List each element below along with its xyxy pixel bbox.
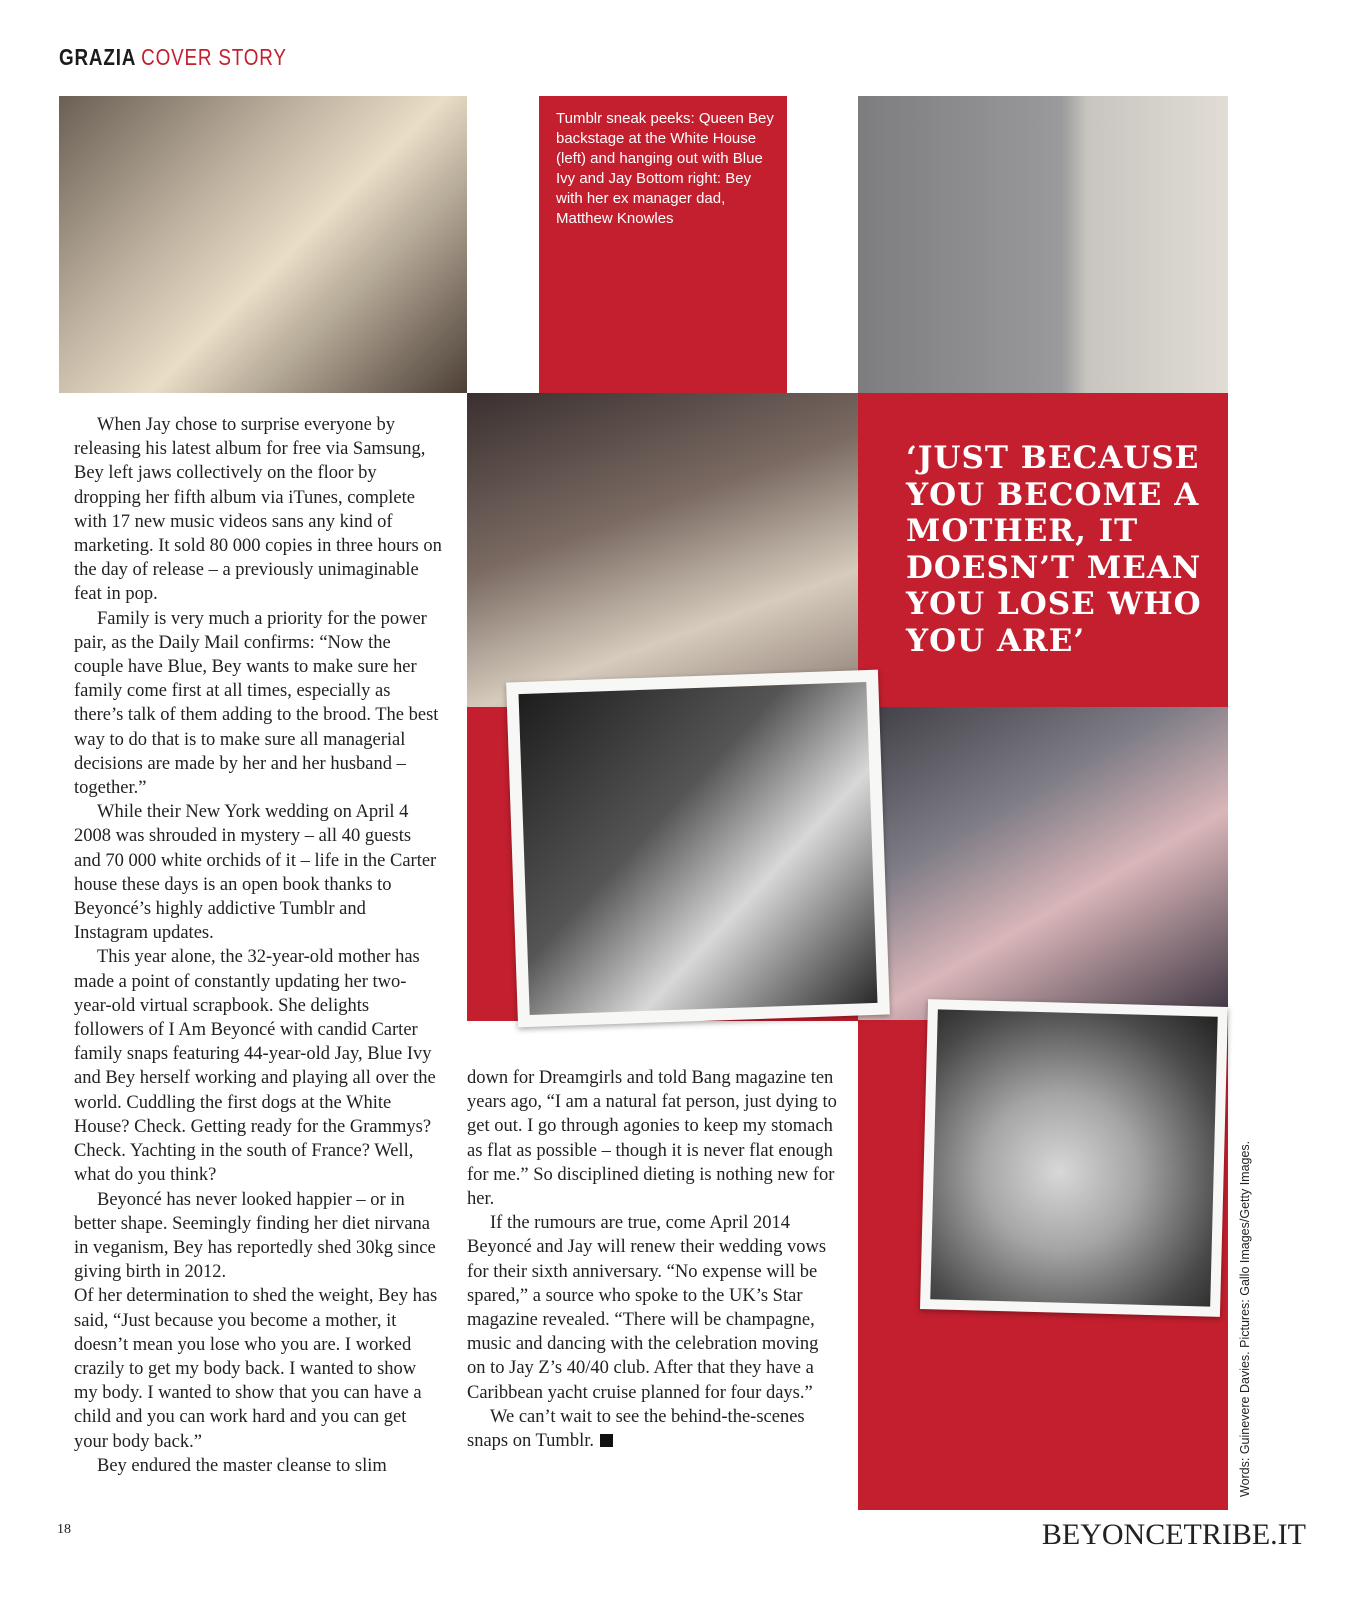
watermark: BEYONCETRIBE.IT (1041, 1518, 1306, 1551)
photo-credit: Words: Guinevere Davies. Pictures: Gallo Images/Getty Images. (1238, 1140, 1252, 1497)
photo-backstage-makeup (59, 96, 467, 393)
photo-gold-chair (467, 393, 858, 707)
caption-box (539, 96, 787, 393)
pull-quote: ‘JUST BECAUSE YOU BECOME A MOTHER, IT DOESN’T MEAN YOU LOSE WHO YOU ARE’ (906, 440, 1202, 659)
paragraph: Of her determination to shed the weight, Bey has said, “Just because you become a mother, it doesn’t mean you lose who you are. I worked crazily to get my body back. I wanted to show my body. I wanted to show that you can have a child and you can work hard and you can get your body back.” (74, 1286, 438, 1452)
paragraph: Family is very much a priority for the power pair, as the Daily Mail confirms: “Now the couple have Blue, Bey wants to make sure her family come first at all times, especially as there’s talk of them adding to the brood. The best way to do that is to make sure all managerial decisions are made by her and her husband – together.” (74, 608, 439, 799)
page-number: 18 (57, 1522, 71, 1537)
paragraph: Bey endured the master cleanse to slim (97, 1455, 387, 1476)
paragraph: While their New York wedding on April 4 2008 was shrouded in mystery – all 40 guests and 70 000 white orchids of it – life in the Carter house these days is an open book thanks to Beyoncé’s highly addictive Tumblr and Instagram updates. (74, 802, 437, 944)
photo-blue-ivy-bw (930, 1009, 1217, 1306)
paragraph: down for Dreamgirls and told Bang magazine ten years ago, “I am a natural fat person, just dying to get out. I go through agonies to keep my stomach as flat as possible – though it is never flat enough for me.” So disciplined dieting is nothing new for her. (467, 1068, 837, 1210)
photo-party-bw (519, 682, 878, 1015)
photo-blue-ivy-street (858, 96, 1228, 393)
running-header (59, 44, 287, 71)
polaroid-party (506, 670, 890, 1028)
paragraph (467, 1405, 837, 1453)
article-middle-column (467, 1066, 837, 1453)
end-mark-icon (600, 1434, 613, 1447)
closing-sentence: We can’t wait to see the behind-the-scenes snaps on Tumblr. (467, 1406, 805, 1452)
photo-caption: Tumblr sneak peeks: Queen Bey backstage at the White House (left) and hanging out with Blue Ivy and Jay Bottom right: Bey with her ex manager dad, Matthew Knowles (556, 110, 774, 227)
paragraph: When Jay chose to surprise everyone by releasing his latest album for free via Samsung, Bey left jaws collectively on the floor by dropping her fifth album via iTunes, complete with 17 new music videos sans any kind of marketing. It sold 80 000 copies in three hours on the day of release – a previously unimaginable feat in pop. (74, 415, 442, 605)
photo-bey-jay (858, 707, 1228, 1020)
paragraph: Beyoncé has never looked happier – or in better shape. Seemingly finding her diet nirvana in veganism, Bey has reportedly shed 30kg since giving birth in 2012. (74, 1189, 436, 1283)
section-label: COVER STORY (141, 44, 287, 70)
magazine-brand: GRAZIA (59, 44, 137, 70)
polaroid-baby (920, 999, 1228, 1317)
article-left-column (74, 413, 442, 1478)
pull-quote-box (858, 393, 1228, 707)
paragraph: This year alone, the 32-year-old mother has made a point of constantly updating her two-year-old virtual scrapbook. She delights followers of I Am Beyoncé with candid Carter family snaps featuring 44-year-old Jay, Blue Ivy and Bey herself working and playing all over the world. Cuddling the first dogs at the White House? Check. Getting ready for the Grammys? Check. Yachting in the south of France? Well, what do you think? (74, 947, 436, 1186)
paragraph: If the rumours are true, come April 2014 Beyoncé and Jay will renew their wedding vows for their sixth anniversary. “No expense will be spared,” a source who spoke to the UK’s Star magazine revealed. “There will be champagne, music and dancing with the celebration moving on to Jay Z’s 40/40 club. After that they have a Caribbean yacht cruise planned for four days.” (467, 1213, 827, 1403)
